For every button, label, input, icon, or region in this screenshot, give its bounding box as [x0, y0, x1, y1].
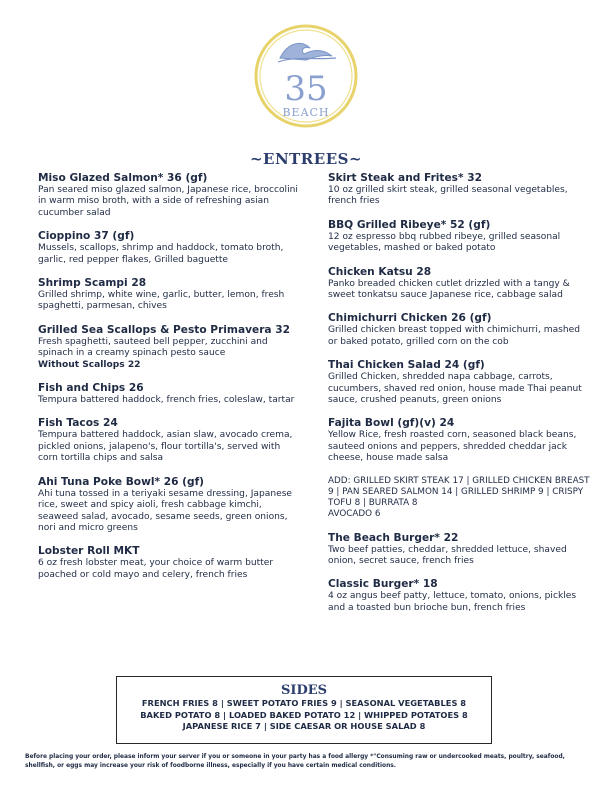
item-name: BBQ Grilled Ribeye* 52 (gf) — [328, 218, 491, 231]
right-menu-column — [328, 172, 590, 625]
item-name: Fish and Chips 26 — [38, 382, 144, 395]
add-ons — [328, 476, 590, 521]
item-name: The Beach Burger* 22 — [328, 531, 459, 544]
logo-graphic — [250, 20, 362, 132]
menu-item — [328, 578, 590, 614]
menu-item — [328, 359, 590, 406]
item-description: Mussels, scallops, shrimp and haddock, tomato broth, garlic, red pepper flakes, Grilled baguette — [38, 243, 284, 265]
item-name: Ahi Tuna Poke Bowl* 26 (gf) — [38, 475, 205, 488]
section-title: ~ENTREES~ — [249, 150, 363, 168]
menu-item — [38, 230, 300, 266]
item-name: Chimichurri Chicken 26 (gf) — [328, 312, 492, 325]
item-description: Tempura battered haddock, french fries, coleslaw, tartar — [38, 395, 295, 406]
menu-item — [38, 277, 300, 313]
menu-item — [38, 172, 300, 219]
item-name: Fajita Bowl (gf)(v) 24 — [328, 417, 455, 430]
item-description: Grilled shrimp, white wine, garlic, butter, lemon, fresh spaghetti, parmesan, chives — [38, 290, 285, 312]
item-description: Grilled Chicken, shredded napa cabbage, carrots, cucumbers, shaved red onion, house made Thai peanut sauce, crushed peanuts, green onions — [328, 372, 582, 406]
item-name: Grilled Sea Scallops & Pesto Primavera 32 — [38, 323, 291, 336]
item-description: 12 oz espresso bbq rubbed ribeye, grilled seasonal vegetables, mashed or baked potato — [328, 231, 561, 254]
item-description: Tempura battered haddock, asian slaw, avocado crema, pickled onions, jalapeno's, flour tortilla's, served with corn tortilla chips and salsa — [38, 430, 293, 464]
menu-item — [328, 266, 590, 302]
logo-word: BEACH — [282, 106, 330, 119]
sides-line: JAPANESE RICE 7 | SIDE CAESAR OR HOUSE SALAD 8 — [182, 721, 426, 731]
add-ons-list: ADD: GRILLED SKIRT STEAK 17 | GRILLED CHICKEN BREAST 9 | PAN SEARED SALMON 14 | GRILLED SHRIMP 9 | CRISPY TOFU 8 | BURRATA 8 — [328, 475, 590, 509]
wave-icon — [280, 43, 332, 60]
logo-number: 35 — [284, 69, 328, 109]
item-description: Panko breaded chicken cutlet drizzled with a tangy & sweet tonkatsu sauce Japanese rice, cabbage salad — [328, 278, 570, 301]
item-name: Miso Glazed Salmon* 36 (gf) — [38, 172, 208, 184]
item-description: Pan seared miso glazed salmon, Japanese rice, broccolini in warm miso broth, with a side of refreshing asian cucumber salad — [38, 185, 298, 218]
item-name: Classic Burger* 18 — [328, 578, 438, 591]
sides-box — [116, 676, 492, 744]
menu-item — [328, 219, 590, 255]
menu-item — [38, 476, 300, 535]
item-description: 10 oz grilled skirt steak, grilled seasonal vegetables, french fries — [328, 185, 568, 207]
item-name: Skirt Steak and Frites* 32 — [328, 172, 482, 184]
left-menu-column — [38, 172, 300, 592]
sides-line: BAKED POTATO 8 | LOADED BAKED POTATO 12 | WHIPPED POTATOES 8 — [140, 709, 468, 720]
menu-item — [38, 417, 300, 464]
menu-item — [38, 324, 300, 371]
menu-item — [38, 545, 300, 581]
item-variant: Without Scallops 22 — [38, 359, 141, 370]
item-name: Thai Chicken Salad 24 (gf) — [328, 359, 485, 372]
allergy-disclaimer: Before placing your order, please inform your server if you or someone in your party has a food allergy *"Consuming raw or undercooked meats, poultry, seafood, shellfish, or eggs may increase your risk of foodborne illness, especially if you have certain medical conditions. — [25, 754, 565, 769]
item-description: 4 oz angus beef patty, lettuce, tomato, onions, pickles and a toasted bun brioche bun, french fries — [328, 591, 577, 613]
item-name: Shrimp Scampi 28 — [38, 277, 147, 290]
item-description: Fresh spaghetti, sauteed bell pepper, zucchini and spinach in a creamy spinach pesto sauce — [38, 336, 268, 359]
add-on-avocado: AVOCADO 6 — [328, 509, 381, 520]
menu-item — [328, 172, 590, 208]
menu-item — [38, 382, 300, 406]
restaurant-logo — [250, 20, 362, 132]
sides-title: SIDES — [280, 683, 328, 698]
item-name: Lobster Roll MKT — [38, 545, 140, 558]
item-description: 6 oz fresh lobster meat, your choice of warm butter poached or cold mayo and celery, french fries — [38, 558, 274, 580]
item-name: Chicken Katsu 28 — [328, 265, 432, 278]
menu-item — [328, 532, 590, 568]
item-description: Yellow Rice, fresh roasted corn, seasoned black beans, sauteed onions and peppers, shredded cheddar jack cheese, house made salsa — [328, 430, 577, 464]
item-name: Fish Tacos 24 — [38, 417, 118, 430]
item-name: Cioppino 37 (gf) — [38, 230, 135, 243]
sides-line: FRENCH FRIES 8 | SWEET POTATO FRIES 9 | SEASONAL VEGETABLES 8 — [141, 698, 467, 708]
item-description: Ahi tuna tossed in a teriyaki sesame dressing, Japanese rice, sweet and spicy aioli, fresh cabbage kimchi, seaweed salad, avocado, sesame seeds, green onions, nori and micro greens — [38, 488, 293, 533]
item-description: Grilled chicken breast topped with chimichurri, mashed or baked potato, grilled corn on the cob — [328, 325, 581, 347]
menu-item — [328, 417, 590, 464]
item-description: Two beef patties, cheddar, shredded lettuce, shaved onion, secret sauce, french fries — [328, 544, 567, 566]
menu-item — [328, 312, 590, 348]
